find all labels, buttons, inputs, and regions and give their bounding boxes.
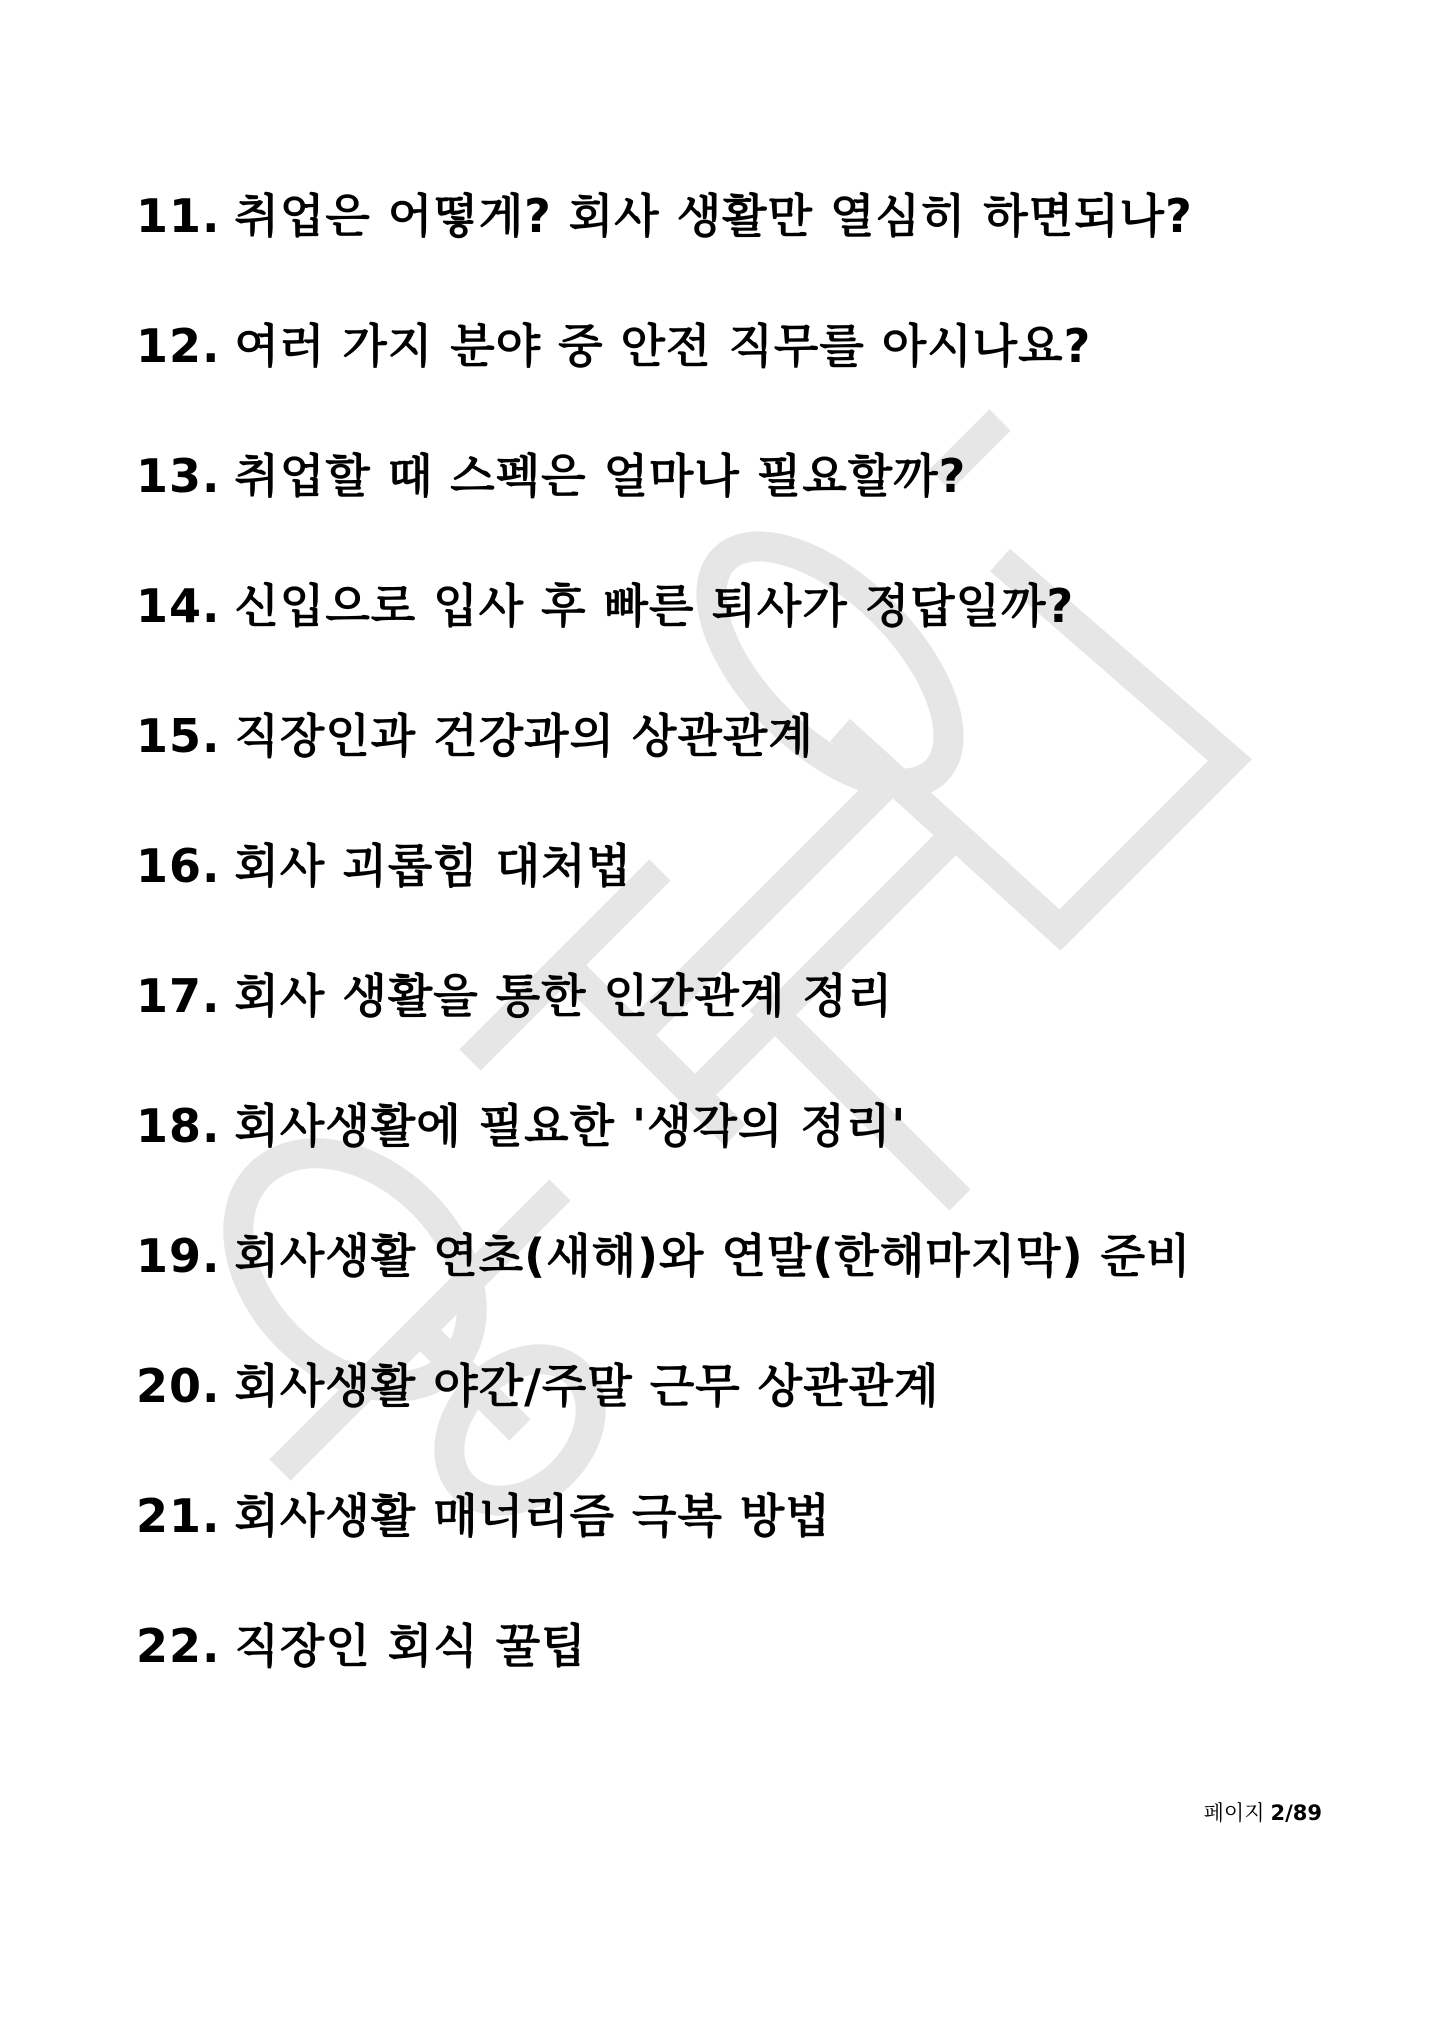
toc-item[interactable] [136,1228,1193,1358]
page-footer [1204,1797,1322,1827]
toc-item-title: 회사생활 매너리즘 극복 방법 [234,1489,831,1543]
toc-item-title: 신입으로 입사 후 빠른 퇴사가 정답일까? [234,579,1075,633]
toc-item-number: 11. [136,189,221,243]
toc-item-title: 회사생활 야간/주말 근무 상관관계 [234,1359,940,1413]
toc-item-number: 22. [136,1619,221,1673]
toc-item-number: 19. [136,1229,221,1283]
toc-item[interactable] [136,1618,1193,1748]
toc-item[interactable] [136,708,1193,838]
toc-item-number: 13. [136,449,221,503]
toc-item-number: 14. [136,579,221,633]
toc-item[interactable] [136,968,1193,1098]
toc-item-title: 직장인 회식 꿀팁 [234,1619,587,1673]
toc-item[interactable] [136,448,1193,578]
toc-item-number: 16. [136,839,221,893]
toc-item-title: 회사 생활을 통한 인간관계 정리 [234,969,894,1023]
toc-item-number: 21. [136,1489,221,1543]
toc-item-title: 여러 가지 분야 중 안전 직무를 아시나요? [234,319,1092,373]
toc-item[interactable] [136,1488,1193,1618]
toc-item[interactable] [136,318,1193,448]
toc-item[interactable] [136,578,1193,708]
toc-item-number: 18. [136,1099,221,1153]
toc-item-number: 15. [136,709,221,763]
toc-item-number: 12. [136,319,221,373]
toc-item-title: 회사생활에 필요한 '생각의 정리' [234,1099,907,1153]
toc-item-title: 취업은 어떻게? 회사 생활만 열심히 하면되나? [234,189,1193,243]
toc-item-title: 직장인과 건강과의 상관관계 [234,709,814,763]
page-label: 페이지 [1203,1801,1265,1825]
toc-item[interactable] [136,1358,1193,1488]
toc-item-title: 취업할 때 스펙은 얼마나 필요할까? [234,449,967,503]
toc-item-title: 회사 괴롭힘 대처법 [234,839,633,893]
toc-item[interactable] [136,838,1193,968]
page-number: 2/89 [1270,1801,1322,1825]
toc-item-title: 회사생활 연초(새해)와 연말(한해마지막) 준비 [234,1229,1192,1283]
toc-item-number: 20. [136,1359,221,1413]
toc-item[interactable] [136,188,1193,318]
toc-item[interactable] [136,1098,1193,1228]
table-of-contents [136,188,1193,1748]
toc-item-number: 17. [136,969,221,1023]
